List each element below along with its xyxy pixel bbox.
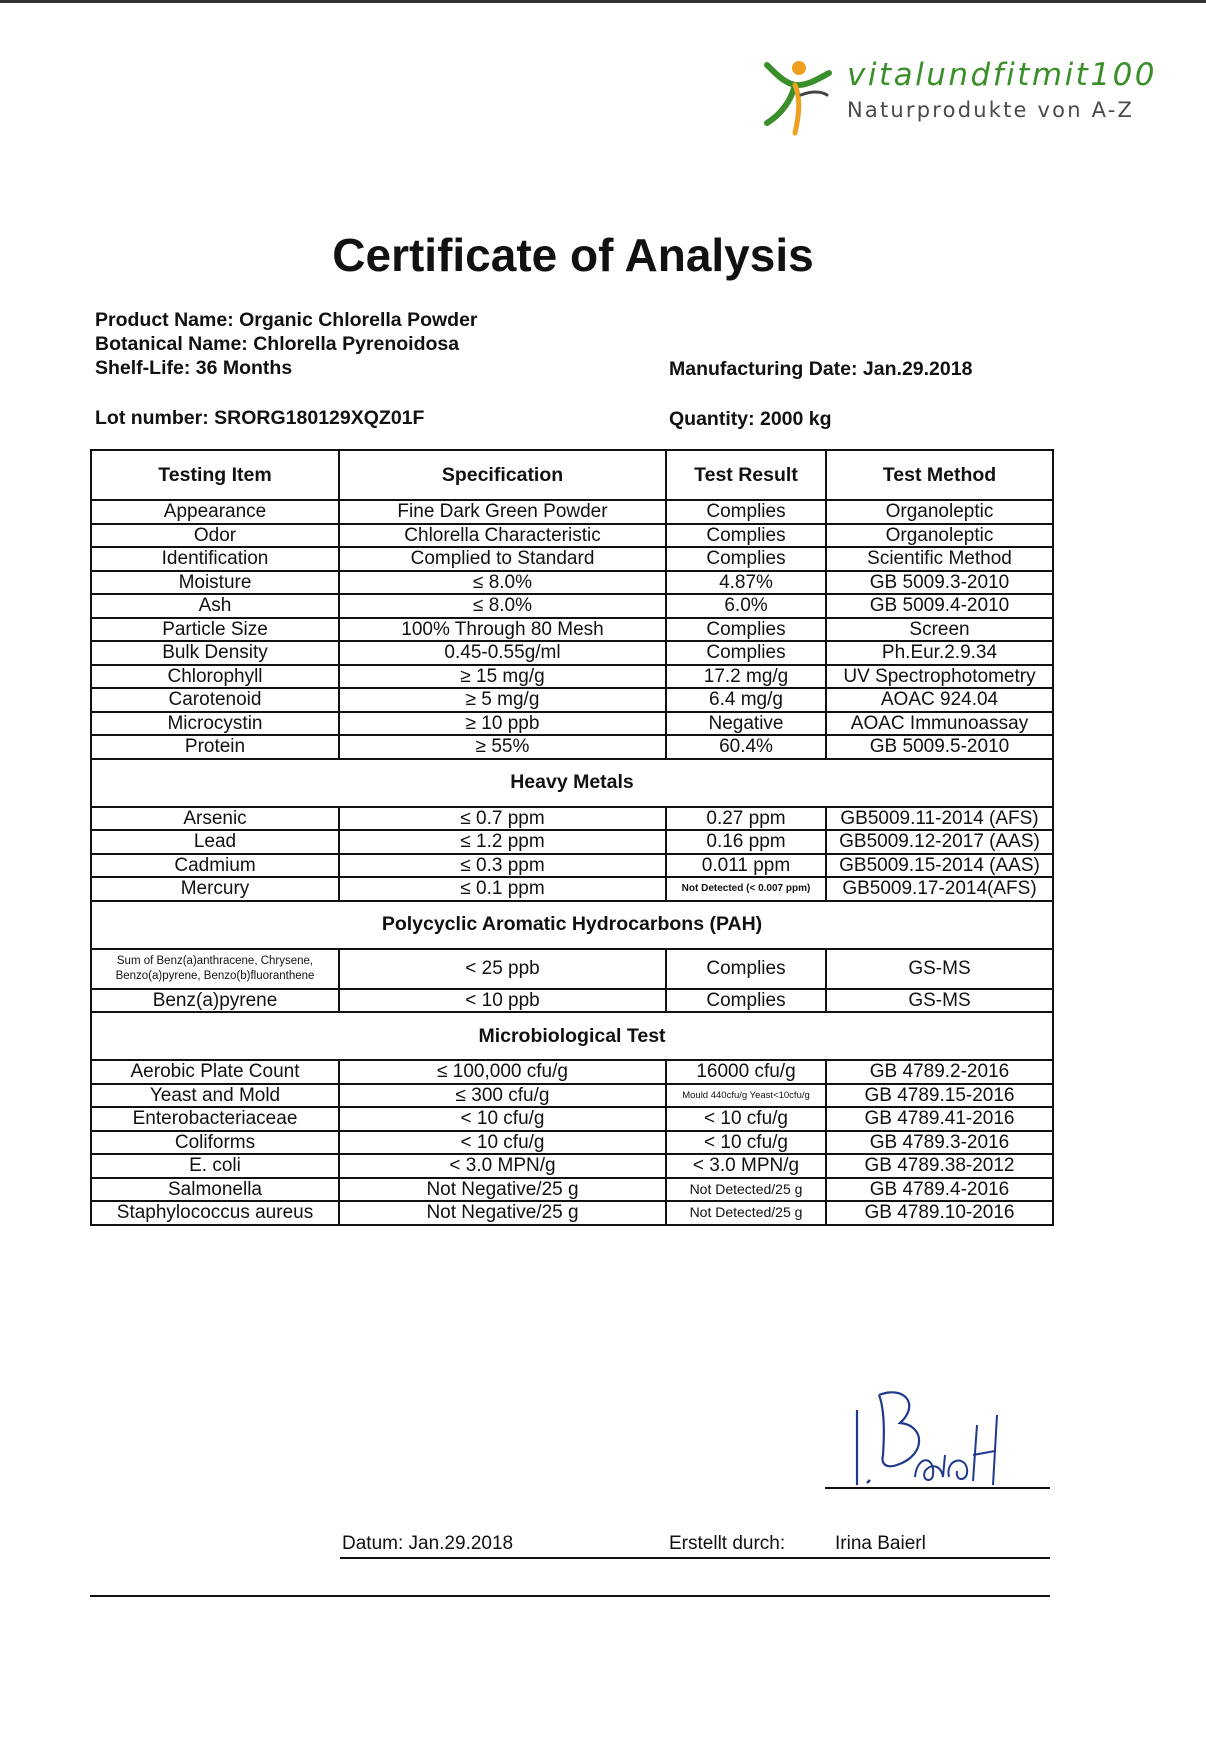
specification: 0.45-0.55g/ml — [339, 641, 666, 665]
lot-number: Lot number: SRORG180129XQZ01F — [95, 407, 425, 429]
table-row — [91, 688, 1053, 712]
testing-item: Enterobacteriaceae — [91, 1107, 339, 1131]
column-header: Specification — [339, 450, 666, 500]
specification: ≤ 1.2 ppm — [339, 830, 666, 854]
section-row — [91, 759, 1053, 807]
footer-underline — [340, 1557, 1050, 1559]
section-heading-pah: Polycyclic Aromatic Hydrocarbons (PAH) — [91, 901, 1053, 949]
testing-item: Protein — [91, 735, 339, 759]
test-result: 17.2 mg/g — [666, 665, 826, 689]
specification: ≥ 5 mg/g — [339, 688, 666, 712]
column-header: Testing Item — [91, 450, 339, 500]
testing-item: Odor — [91, 524, 339, 548]
test-method: GB 4789.41-2016 — [826, 1107, 1053, 1131]
test-result: < 10 cfu/g — [666, 1131, 826, 1155]
testing-item: E. coli — [91, 1154, 339, 1178]
table-row — [91, 1154, 1053, 1178]
table-row — [91, 949, 1053, 989]
table-row — [91, 1201, 1053, 1225]
test-method: GB 4789.38-2012 — [826, 1154, 1053, 1178]
table-row — [91, 1107, 1053, 1131]
column-header: Test Result — [666, 450, 826, 500]
testing-item: Microcystin — [91, 712, 339, 736]
table-row — [91, 500, 1053, 524]
testing-item: Particle Size — [91, 618, 339, 642]
analysis-table — [90, 449, 1054, 1226]
testing-item: Moisture — [91, 571, 339, 595]
testing-item: Staphylococcus aureus — [91, 1201, 339, 1225]
table-row — [91, 830, 1053, 854]
testing-item: Mercury — [91, 877, 339, 901]
test-result: 60.4% — [666, 735, 826, 759]
test-result: Complies — [666, 547, 826, 571]
specification: ≤ 8.0% — [339, 594, 666, 618]
table-row — [91, 618, 1053, 642]
test-method: GB 4789.2-2016 — [826, 1060, 1053, 1084]
test-method: AOAC Immunoassay — [826, 712, 1053, 736]
test-method: GB5009.11-2014 (AFS) — [826, 807, 1053, 831]
product-name: Product Name: Organic Chlorella Powder — [95, 309, 478, 331]
figure-logo-icon — [755, 55, 845, 145]
specification: ≤ 100,000 cfu/g — [339, 1060, 666, 1084]
footer-date: Datum: Jan.29.2018 — [342, 1533, 514, 1554]
specification: ≤ 0.3 ppm — [339, 854, 666, 878]
test-method: GB 4789.4-2016 — [826, 1178, 1053, 1202]
test-result: 6.0% — [666, 594, 826, 618]
test-result: Complies — [666, 949, 826, 989]
table-row — [91, 989, 1053, 1013]
section-row — [91, 1012, 1053, 1060]
test-method: GS-MS — [826, 949, 1053, 989]
specification: 100% Through 80 Mesh — [339, 618, 666, 642]
test-result: Complies — [666, 989, 826, 1013]
testing-item: Carotenoid — [91, 688, 339, 712]
testing-item: Chlorophyll — [91, 665, 339, 689]
specification: Fine Dark Green Powder — [339, 500, 666, 524]
test-result: 0.16 ppm — [666, 830, 826, 854]
test-method: GB5009.12-2017 (AAS) — [826, 830, 1053, 854]
test-method: Ph.Eur.2.9.34 — [826, 641, 1053, 665]
testing-item: Yeast and Mold — [91, 1084, 339, 1108]
test-result: Complies — [666, 618, 826, 642]
test-method: GB 5009.5-2010 — [826, 735, 1053, 759]
specification: < 10 cfu/g — [339, 1131, 666, 1155]
testing-item: Cadmium — [91, 854, 339, 878]
test-result: 0.011 ppm — [666, 854, 826, 878]
table-row — [91, 1178, 1053, 1202]
table-row — [91, 854, 1053, 878]
table-row — [91, 524, 1053, 548]
testing-item: Arsenic — [91, 807, 339, 831]
specification: ≤ 0.7 ppm — [339, 807, 666, 831]
specification: < 3.0 MPN/g — [339, 1154, 666, 1178]
test-result: Not Detected (< 0.007 ppm) — [666, 877, 826, 901]
column-header: Test Method — [826, 450, 1053, 500]
test-result: Not Detected/25 g — [666, 1178, 826, 1202]
table-row — [91, 735, 1053, 759]
test-method: UV Spectrophotometry — [826, 665, 1053, 689]
specification: < 25 ppb — [339, 949, 666, 989]
quantity: Quantity: 2000 kg — [669, 408, 832, 430]
footer-created-by-label: Erstellt durch: — [669, 1533, 786, 1554]
test-result: 0.27 ppm — [666, 807, 826, 831]
page-title: Certificate of Analysis — [332, 229, 814, 281]
shelf-life: Shelf-Life: 36 Months — [95, 357, 293, 379]
testing-item: Bulk Density — [91, 641, 339, 665]
test-method: GB5009.17-2014(AFS) — [826, 877, 1053, 901]
test-result: Mould 440cfu/g Yeast<10cfu/g — [666, 1084, 826, 1108]
table-row — [91, 1084, 1053, 1108]
testing-item: Benz(a)pyrene — [91, 989, 339, 1013]
specification: Not Negative/25 g — [339, 1178, 666, 1202]
test-result: Not Detected/25 g — [666, 1201, 826, 1225]
test-method: Organoleptic — [826, 500, 1053, 524]
test-method: GB5009.15-2014 (AAS) — [826, 854, 1053, 878]
test-result: < 10 cfu/g — [666, 1107, 826, 1131]
brand-name: vitalundfitmit100 — [847, 57, 1158, 93]
testing-item: Lead — [91, 830, 339, 854]
specification: ≤ 0.1 ppm — [339, 877, 666, 901]
table-row — [91, 877, 1053, 901]
signature-line — [825, 1487, 1050, 1489]
specification: Chlorella Characteristic — [339, 524, 666, 548]
testing-item: Identification — [91, 547, 339, 571]
page-top-border — [0, 0, 1206, 3]
testing-item: Appearance — [91, 500, 339, 524]
section-heading-heavy-metals: Heavy Metals — [91, 759, 1053, 807]
test-result: 4.87% — [666, 571, 826, 595]
section-row — [91, 901, 1053, 949]
test-method: AOAC 924.04 — [826, 688, 1053, 712]
handwritten-signature — [845, 1385, 1025, 1495]
test-method: GB 4789.15-2016 — [826, 1084, 1053, 1108]
test-result: Negative — [666, 712, 826, 736]
specification: Complied to Standard — [339, 547, 666, 571]
specification: Not Negative/25 g — [339, 1201, 666, 1225]
test-result: 16000 cfu/g — [666, 1060, 826, 1084]
specification: < 10 ppb — [339, 989, 666, 1013]
table-row — [91, 571, 1053, 595]
testing-item: Aerobic Plate Count — [91, 1060, 339, 1084]
test-method: GB 4789.10-2016 — [826, 1201, 1053, 1225]
manufacturing-date: Manufacturing Date: Jan.29.2018 — [669, 358, 973, 380]
section-heading-microbiological: Microbiological Test — [91, 1012, 1053, 1060]
test-method: GB 4789.3-2016 — [826, 1131, 1053, 1155]
specification: < 10 cfu/g — [339, 1107, 666, 1131]
test-method: Organoleptic — [826, 524, 1053, 548]
specification: ≤ 8.0% — [339, 571, 666, 595]
table-row — [91, 594, 1053, 618]
table-row — [91, 712, 1053, 736]
specification: ≥ 10 ppb — [339, 712, 666, 736]
table-row — [91, 1131, 1053, 1155]
table-header-row — [91, 450, 1053, 500]
test-method: Screen — [826, 618, 1053, 642]
table-row — [91, 665, 1053, 689]
test-method: GS-MS — [826, 989, 1053, 1013]
specification: ≤ 300 cfu/g — [339, 1084, 666, 1108]
footer-divider — [90, 1595, 1050, 1597]
specification: ≥ 55% — [339, 735, 666, 759]
footer-created-by-name: Irina Baierl — [835, 1533, 926, 1554]
testing-item: Sum of Benz(a)anthracene, Chrysene, Benzo(a)pyrene, Benzo(b)fluoranthene — [91, 949, 339, 989]
testing-item: Ash — [91, 594, 339, 618]
table-row — [91, 641, 1053, 665]
table-row — [91, 807, 1053, 831]
test-result: 6.4 mg/g — [666, 688, 826, 712]
testing-item: Salmonella — [91, 1178, 339, 1202]
test-result: Complies — [666, 641, 826, 665]
specification: ≥ 15 mg/g — [339, 665, 666, 689]
test-method: Scientific Method — [826, 547, 1053, 571]
table-row — [91, 1060, 1053, 1084]
testing-item: Coliforms — [91, 1131, 339, 1155]
botanical-name: Botanical Name: Chlorella Pyrenoidosa — [95, 333, 460, 355]
test-method: GB 5009.3-2010 — [826, 571, 1053, 595]
table-row — [91, 547, 1053, 571]
brand-tagline: Naturprodukte von A-Z — [847, 98, 1135, 122]
test-method: GB 5009.4-2010 — [826, 594, 1053, 618]
test-result: < 3.0 MPN/g — [666, 1154, 826, 1178]
test-result: Complies — [666, 500, 826, 524]
test-result: Complies — [666, 524, 826, 548]
brand-logo — [755, 55, 1158, 145]
